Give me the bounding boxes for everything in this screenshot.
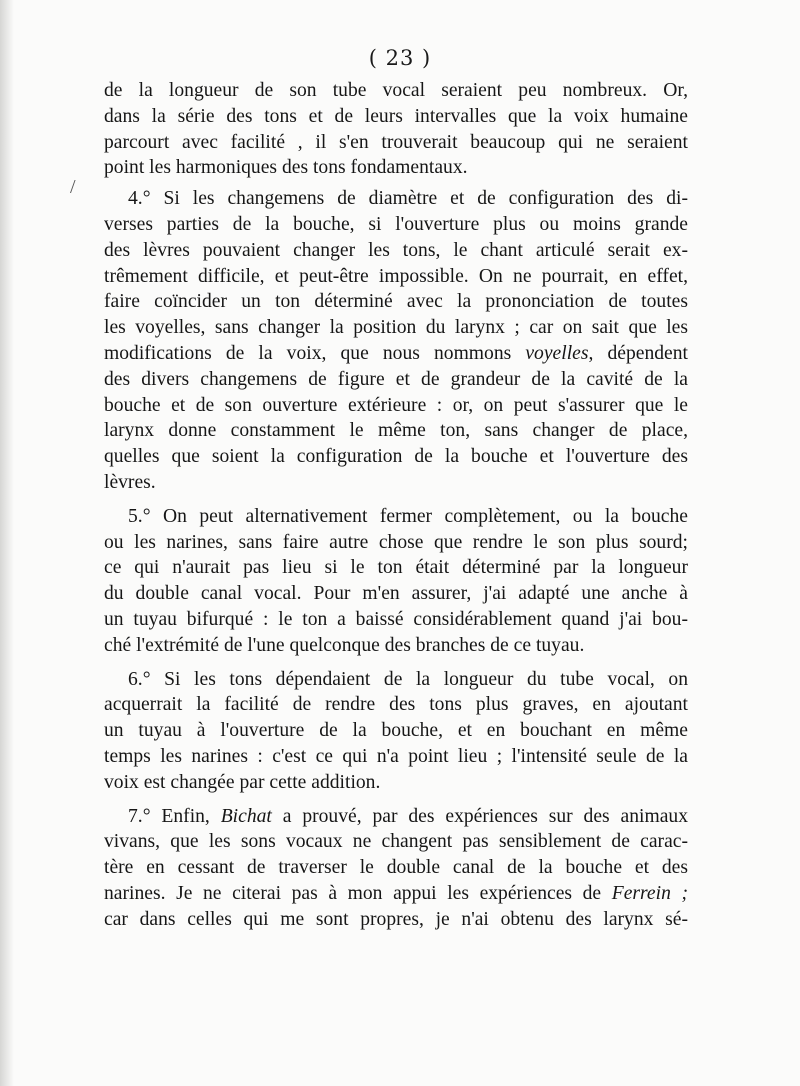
text-segment: narines. Je ne citerai pas à mon appui les expériences de: [104, 882, 602, 904]
text-line: 6.° Si les tons dépendaient de la longueur du tube vocal, on: [128, 668, 688, 690]
text-segment: 7.° Enfin,: [128, 805, 210, 827]
text-line: de la longueur de son tube vocal seraient peu nombreux. Or,: [104, 80, 688, 101]
text-line: car dans celles qui me sont propres, je n'ai obtenu des larynx sé-: [104, 908, 688, 930]
italic-name-bichat: Bichat: [220, 805, 272, 827]
body-text: [104, 78, 688, 933]
text-segment: modifications de la voix, que nous nommons: [104, 342, 512, 364]
text-line: vivans, que les sons vocaux ne changent pas sensiblement de carac-: [104, 831, 688, 853]
margin-pencil-mark: /: [70, 176, 76, 198]
text-line: bouche et de son ouverture extérieure : or, on peut s'assurer que le: [104, 394, 688, 416]
text-line: ou les narines, sans faire autre chose que rendre le son plus sourd;: [104, 531, 688, 553]
paragraph-7: [104, 804, 688, 933]
text-line-with-italic: [104, 881, 688, 907]
text-line: tère en cessant de traverser le double canal de la bouche et des: [104, 857, 688, 879]
text-line: acquerrait la facilité de rendre des tons plus graves, en ajoutant: [104, 694, 688, 716]
text-line: parcourt avec facilité , il s'en trouverait beaucoup qui ne seraient: [104, 131, 688, 153]
text-line: 4.° Si les changemens de diamètre et de configuration des di-: [128, 188, 688, 210]
text-line: lèvres.: [104, 471, 156, 493]
text-line: voix est changée par cette addition.: [104, 771, 381, 793]
text-line: un tuyau bifurqué : le ton a baissé considérablement quand j'ai bou-: [104, 608, 688, 630]
text-line-with-italic: [104, 341, 688, 367]
text-line: ché l'extrémité de l'une quelconque des branches de ce tuyau.: [104, 634, 585, 656]
text-line: temps les narines : c'est ce qui n'a point lieu ; l'intensité seule de la: [104, 745, 688, 767]
text-line: 5.° On peut alternativement fermer complètement, ou la bouche: [128, 505, 688, 527]
paragraph-4: [104, 186, 688, 496]
page-number: ( 23 ): [368, 46, 432, 70]
text-line: larynx donne constamment le même ton, sans changer de place,: [104, 420, 688, 442]
text-line: faire coïncider un ton déterminé avec la prononciation de toutes: [104, 291, 688, 313]
text-line: quelles que soient la configuration de la bouche et l'ouverture des: [104, 446, 688, 468]
text-line: ce qui n'aurait pas lieu si le ton était déterminé par la longueur: [104, 557, 688, 579]
text-segment: a prouvé, par des expériences sur des animaux: [282, 805, 688, 827]
paragraph-continuation: [104, 78, 688, 181]
text-line-with-italic: [104, 804, 688, 830]
text-line: les voyelles, sans changer la position du larynx ; car on sait que les: [104, 317, 688, 339]
text-line: trêmement difficile, et peut-être impossible. On ne pourrait, en effet,: [104, 265, 688, 287]
text-line: des divers changemens de figure et de grandeur de la cavité de la: [104, 368, 688, 390]
italic-name-ferrein: Ferrein ;: [611, 882, 688, 904]
text-line: verses parties de la bouche, si l'ouverture plus ou moins grande: [104, 213, 688, 235]
text-line: un tuyau à l'ouverture de la bouche, et en bouchant en même: [104, 720, 688, 742]
text-segment: , dépendent: [588, 342, 688, 364]
text-line: des lèvres pouvaient changer les tons, le chant articulé serait ex-: [104, 239, 688, 261]
italic-term-voyelles: voyelles: [525, 342, 589, 364]
text-line: point les harmoniques des tons fondamentaux.: [104, 157, 468, 179]
text-line: dans la série des tons et de leurs intervalles que la voix humaine: [104, 105, 688, 127]
paragraph-5: [104, 504, 688, 659]
text-line: du double canal vocal. Pour m'en assurer, j'ai adapté une anche à: [104, 583, 688, 605]
paragraph-6: [104, 667, 688, 796]
